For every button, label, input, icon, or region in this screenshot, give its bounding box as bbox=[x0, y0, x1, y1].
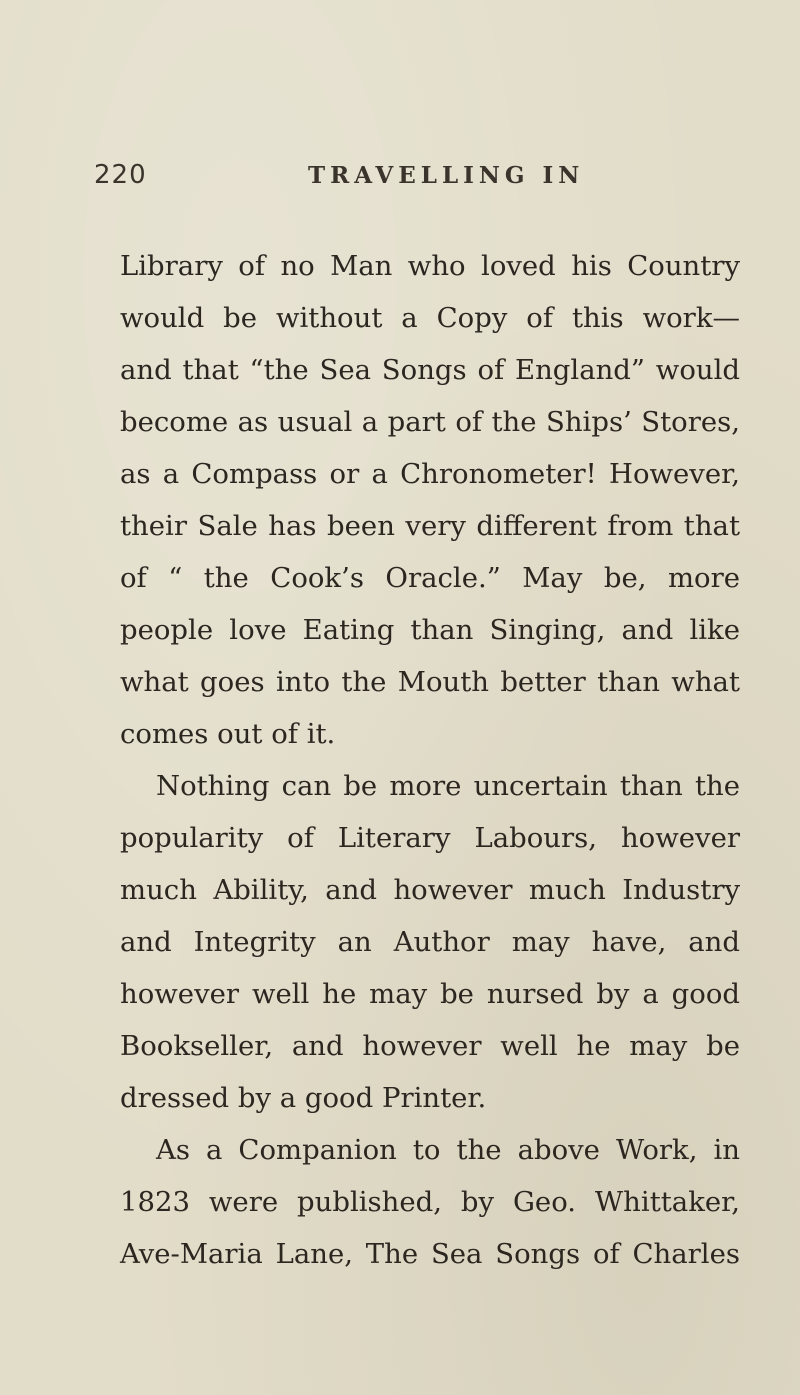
text-line: of “ the Cook’s Oracle.” May be, more bbox=[120, 562, 740, 594]
text-line: and Integrity an Author may have, and bbox=[120, 926, 740, 958]
page-number: 220 bbox=[94, 160, 147, 190]
text-line: comes out of it. bbox=[120, 718, 336, 750]
text-line: Library of no Man who loved his Country bbox=[120, 250, 740, 282]
text-line: what goes into the Mouth better than what bbox=[120, 666, 740, 698]
text-line: would be without a Copy of this work— bbox=[120, 302, 740, 334]
page-header bbox=[94, 160, 774, 200]
text-line: 1823 were published, by Geo. Whittaker, bbox=[120, 1186, 740, 1218]
text-line: Ave-Maria Lane, The Sea Songs of Charles bbox=[120, 1238, 740, 1270]
text-line: however well he may be nursed by a good bbox=[120, 978, 740, 1010]
text-line: as a Compass or a Chronometer! However, bbox=[120, 458, 740, 490]
text-line: Bookseller, and however well he may be bbox=[120, 1030, 740, 1062]
text-line: much Ability, and however much Industry bbox=[120, 874, 740, 906]
text-line: Nothing can be more uncertain than the bbox=[156, 770, 740, 802]
text-line: As a Companion to the above Work, in bbox=[156, 1134, 740, 1166]
text-line: people love Eating than Singing, and like bbox=[120, 614, 740, 646]
text-line: popularity of Literary Labours, however bbox=[120, 822, 740, 854]
text-line: dressed by a good Printer. bbox=[120, 1082, 487, 1114]
text-line: become as usual a part of the Ships’ Stores, bbox=[120, 406, 740, 438]
running-head: TRAVELLING IN bbox=[308, 162, 585, 189]
body-text bbox=[120, 240, 740, 1280]
text-line: and that “the Sea Songs of England” would bbox=[120, 354, 740, 386]
text-line: their Sale has been very different from that bbox=[120, 510, 740, 542]
